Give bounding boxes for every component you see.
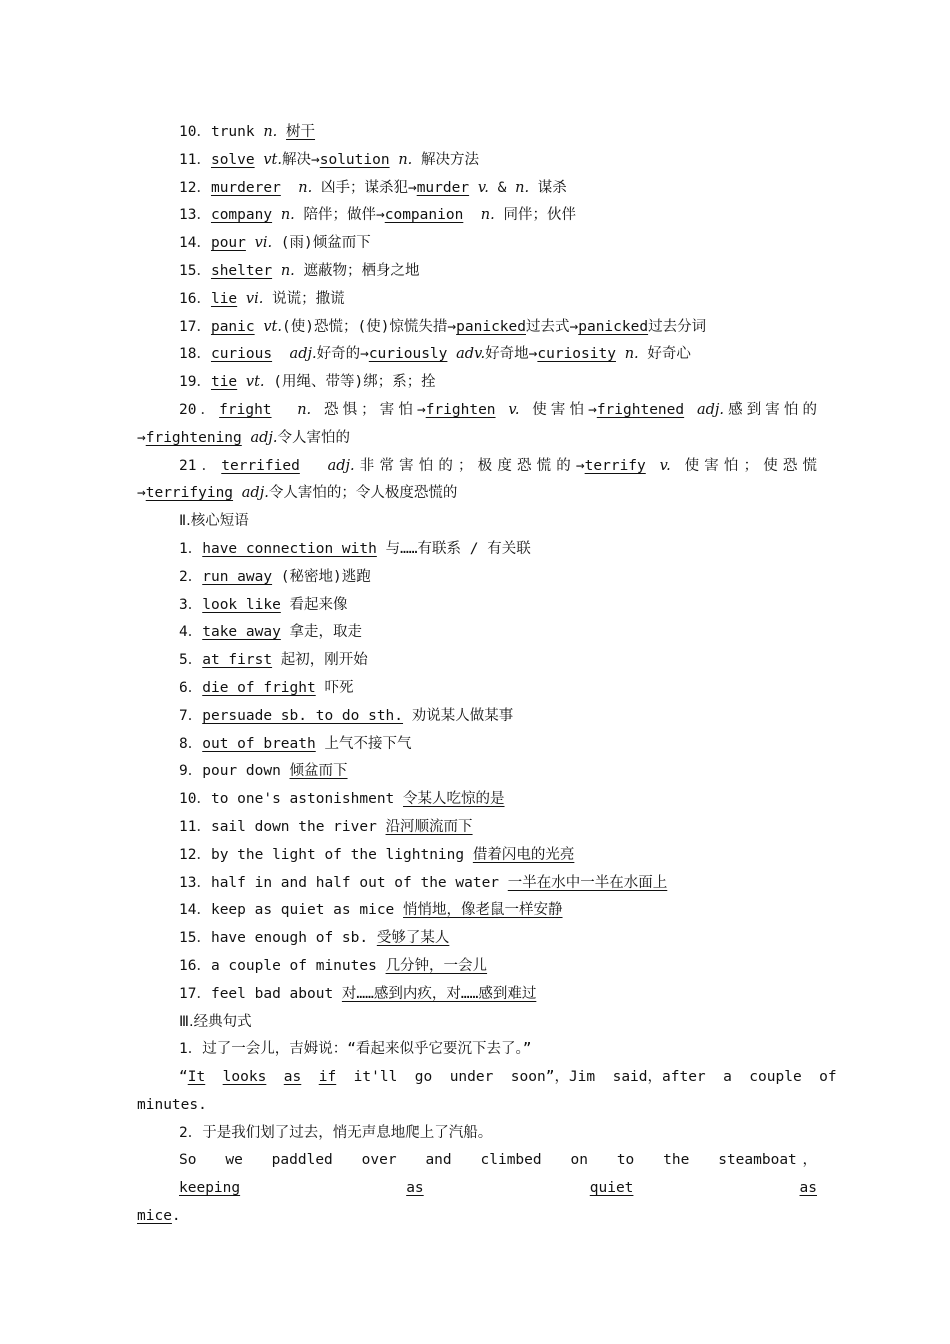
part-of-speech: vt. — [263, 318, 282, 335]
text-segment: 好奇的→ — [316, 346, 369, 363]
answer-text: take away — [202, 624, 281, 641]
answer-text: solve — [210, 151, 255, 168]
phrase-entry — [137, 814, 817, 842]
text-segment: 3． — [179, 596, 203, 613]
section-heading-phrases: Ⅱ.核心短语 — [179, 513, 249, 530]
text-segment: 16． — [179, 290, 211, 307]
sentence-chinese: 2．于是我们划了过去，悄无声息地爬上了汽船。 — [179, 1124, 493, 1141]
text-segment: 拿走，取走 — [280, 624, 363, 641]
answer-text: tie — [210, 374, 238, 391]
answer-text: panicked — [456, 318, 526, 335]
text-segment — [237, 374, 246, 390]
text-segment — [233, 485, 242, 501]
answer-text: fright — [219, 401, 272, 418]
text-segment: 非常害怕的；极度恐慌的→ — [354, 457, 585, 474]
vocab-entry-continued — [137, 425, 817, 453]
text-segment: 同伴；伙伴 — [494, 207, 576, 224]
part-of-speech: adj. — [327, 457, 355, 474]
part-of-speech: vt. — [245, 374, 265, 391]
text-segment: 2． — [179, 568, 203, 585]
text-segment: 恐惧；害怕→ — [311, 401, 426, 418]
text-segment — [242, 430, 251, 446]
text-segment: → — [137, 485, 146, 502]
text-segment: 说谎；撒谎 — [263, 290, 345, 307]
text-segment — [272, 207, 281, 223]
vocab-entry — [137, 397, 817, 425]
phrase-entry — [137, 703, 817, 731]
text-segment: 好奇心 — [638, 346, 691, 363]
text-segment: 15． — [179, 262, 211, 279]
text-segment: 谋杀 — [529, 179, 567, 196]
vocab-entry — [137, 258, 817, 286]
text-segment — [237, 291, 246, 307]
answer-text: 倾盆而下 — [289, 763, 348, 780]
part-of-speech: adv. — [456, 346, 486, 363]
sentence-english-continued — [137, 1092, 817, 1120]
answer-text: 令某人吃惊的是 — [403, 791, 505, 808]
text-segment: 使害怕；使恐慌 — [670, 457, 818, 474]
answer-text: mice — [137, 1208, 172, 1225]
part-of-speech: vi. — [254, 235, 273, 252]
text-segment — [463, 207, 480, 223]
vocab-entry — [137, 147, 817, 175]
sentence-english — [137, 1064, 837, 1092]
part-of-speech: adj. — [250, 429, 278, 446]
phrase-entry — [137, 536, 817, 564]
text-segment: 感到害怕的 — [724, 401, 817, 418]
answer-text: companion — [384, 207, 464, 224]
text-segment: minutes. — [137, 1096, 207, 1113]
phrase-entry — [137, 925, 817, 953]
answer-text: die of fright — [202, 679, 316, 696]
text-segment: 劝说某人做某事 — [403, 707, 514, 724]
text-segment: 令人害怕的 — [277, 429, 351, 446]
answer-text: 悄悄地，像老鼠一样安静 — [403, 902, 563, 919]
part-of-speech: n. — [280, 262, 295, 279]
text-segment: 解决方法 — [412, 151, 479, 168]
text-segment — [300, 458, 328, 474]
answer-text: shelter — [210, 262, 273, 279]
answer-text: looks — [222, 1069, 267, 1086]
answer-text: as — [406, 1180, 424, 1197]
text-segment — [616, 346, 625, 362]
sentence-english-continued — [137, 1203, 817, 1231]
text-segment: 与……有联系 / 有关联 — [376, 540, 531, 557]
vocab-entry — [137, 202, 817, 230]
text-segment: 15．have enough of sb. — [179, 930, 377, 947]
text-segment: 凶手；谋杀犯→ — [312, 179, 417, 196]
answer-text: curiously — [368, 346, 448, 363]
text-segment: 看起来像 — [280, 596, 348, 613]
text-segment: → — [137, 429, 146, 446]
text-segment — [646, 458, 660, 474]
answer-text: have connection with — [202, 540, 377, 557]
answer-text: 几分钟，一会儿 — [385, 957, 488, 974]
text-segment — [424, 1180, 590, 1196]
part-of-speech: n. — [624, 346, 639, 363]
answer-text: It — [187, 1069, 206, 1086]
text-segment: 17． — [179, 318, 211, 335]
vocabulary-list — [137, 119, 817, 397]
text-segment: 12．by the light of the lightning — [179, 846, 473, 863]
vocab-entry — [137, 230, 817, 258]
phrase-entry — [137, 758, 817, 786]
text-segment — [277, 124, 286, 140]
answer-text: persuade sb. to do sth. — [202, 707, 404, 724]
answer-text: pour — [210, 235, 246, 252]
text-segment: & — [488, 179, 516, 196]
sentence-chinese: 1．过了一会儿，吉姆说：“看起来似乎它要沉下去了。” — [179, 1041, 532, 1058]
vocab-entry — [137, 341, 817, 369]
text-segment — [246, 235, 255, 251]
text-segment — [266, 1069, 283, 1085]
part-of-speech: n. — [297, 401, 312, 418]
answer-text: frighten — [425, 401, 496, 418]
text-segment: (使)恐慌；(使)惊慌失措→ — [282, 318, 457, 335]
answer-text: lie — [210, 290, 238, 307]
text-segment — [205, 1069, 222, 1085]
part-of-speech: adj. — [696, 401, 724, 418]
text-segment: (雨)倾盆而下 — [272, 235, 371, 252]
part-of-speech: v. — [508, 401, 520, 418]
text-segment: . — [171, 1208, 181, 1225]
vocab-entry — [137, 369, 817, 397]
phrase-list — [137, 536, 817, 1009]
text-segment — [240, 1180, 406, 1196]
part-of-speech: adj. — [241, 485, 269, 502]
part-of-speech: v. — [659, 457, 671, 474]
phrase-entry — [137, 592, 817, 620]
text-segment: 起初，刚开始 — [272, 652, 368, 669]
phrase-entry — [137, 564, 817, 592]
phrase-entry — [137, 675, 817, 703]
text-segment: 令人害怕的；令人极度恐慌的 — [268, 485, 458, 502]
part-of-speech: n. — [398, 151, 413, 168]
text-segment — [447, 346, 456, 362]
phrase-entry — [137, 981, 817, 1009]
part-of-speech: vi. — [245, 290, 264, 307]
section-heading-sentences: Ⅲ.经典句式 — [179, 1013, 252, 1030]
text-segment: 使害怕→ — [519, 401, 597, 418]
answer-text: keeping — [179, 1180, 241, 1197]
phrase-entry — [137, 647, 817, 675]
answer-text: terrified — [221, 457, 300, 474]
answer-text: curiosity — [537, 346, 616, 363]
text-segment: 18． — [179, 346, 211, 363]
text-segment: 17．feel bad about — [179, 985, 342, 1002]
text-segment — [684, 402, 697, 418]
vocab-entry — [137, 175, 817, 203]
text-segment — [272, 263, 281, 279]
part-of-speech: vt. — [263, 151, 282, 168]
answer-text: 沿河顺流而下 — [385, 818, 473, 835]
answer-text: solution — [319, 151, 390, 168]
answer-text: terrify — [584, 457, 646, 474]
text-segment — [496, 402, 509, 418]
answer-text: look like — [202, 596, 281, 613]
answer-text: if — [318, 1069, 337, 1086]
part-of-speech: adj. — [289, 346, 317, 363]
part-of-speech: n. — [263, 124, 278, 140]
answer-text: curious — [210, 346, 273, 363]
vocab-entry-continued — [137, 480, 817, 508]
answer-text: terrifying — [145, 485, 234, 502]
sentence-english — [137, 1147, 817, 1203]
part-of-speech: n. — [280, 207, 295, 224]
text-segment: 11．sail down the river — [179, 818, 386, 835]
text-segment: 过去式→ — [526, 318, 579, 335]
text-segment: (秘密地)逃跑 — [272, 568, 371, 585]
text-segment: 上气不接下气 — [315, 735, 412, 752]
text-segment: 16．a couple of minutes — [179, 957, 386, 974]
text-segment: 21． — [179, 457, 222, 474]
text-segment: 20． — [179, 401, 220, 418]
text-segment: 解决→ — [282, 151, 320, 168]
vocab-entry — [137, 314, 817, 342]
vocabulary-list-wrapped — [137, 397, 817, 508]
text-segment: 8． — [179, 735, 203, 752]
text-segment: 12． — [179, 179, 211, 196]
phrase-entry — [137, 897, 817, 925]
answer-text: murder — [416, 179, 470, 196]
text-segment: 好奇地→ — [485, 346, 538, 363]
text-segment: 10．to one's astonishment — [179, 791, 404, 808]
text-segment: it'll go under soon”，Jim said，after a couple of — [336, 1069, 837, 1086]
part-of-speech: n. — [480, 207, 495, 224]
answer-text: frightened — [596, 401, 685, 418]
text-segment — [272, 346, 289, 362]
text-segment: 10．trunk — [179, 124, 264, 140]
answer-text: 受够了某人 — [376, 930, 450, 947]
part-of-speech: v. — [477, 179, 489, 196]
text-segment: “ — [179, 1069, 188, 1086]
text-segment: 吓死 — [315, 679, 354, 696]
text-segment: 6． — [179, 679, 203, 696]
phrase-entry — [137, 786, 817, 814]
phrase-entry — [137, 842, 817, 870]
answer-text: as — [283, 1069, 302, 1086]
part-of-speech: n. — [298, 179, 313, 196]
phrase-entry — [137, 619, 817, 647]
text-segment: 7． — [179, 707, 203, 724]
vocab-entry — [137, 286, 817, 314]
answer-text: 对……感到内疚，对……感到难过 — [341, 985, 537, 1002]
text-segment: 19． — [179, 374, 211, 391]
answer-text: 借着闪电的光亮 — [472, 846, 575, 863]
text-segment: 4． — [179, 624, 203, 641]
answer-text: panic — [210, 318, 255, 335]
text-segment: 13．half in and half out of the water — [179, 874, 508, 891]
text-segment: 14．keep as quiet as mice — [179, 902, 404, 919]
phrase-entry — [137, 731, 817, 759]
answer-text: frightening — [145, 429, 242, 446]
text-segment: 13． — [179, 207, 211, 224]
text-segment — [301, 1069, 318, 1085]
vocab-entry — [137, 453, 817, 481]
answer-text: as — [799, 1180, 817, 1197]
text-segment: 9．pour down — [179, 763, 290, 780]
answer-text: at first — [202, 652, 273, 669]
text-segment: 遮蔽物；栖身之地 — [294, 262, 420, 279]
part-of-speech: n. — [515, 179, 530, 196]
text-segment: 陪伴；做伴→ — [294, 207, 385, 224]
phrase-entry — [137, 953, 817, 981]
text-segment — [633, 1180, 799, 1196]
text-segment: 5． — [179, 652, 203, 669]
sentence-list — [137, 1036, 837, 1231]
text-segment: 11． — [179, 151, 211, 168]
text-segment — [281, 180, 298, 196]
answer-text: quiet — [589, 1180, 634, 1197]
text-segment: 1． — [179, 540, 203, 557]
text-segment: So we paddled over and climbed on to the steamboat， — [179, 1152, 817, 1169]
answer-text: company — [210, 207, 273, 224]
answer-text: out of breath — [202, 735, 316, 752]
answer-text: 一半在水中一半在水面上 — [507, 874, 668, 891]
text-segment — [390, 152, 399, 168]
answer-text: panicked — [578, 318, 649, 335]
answer-text: murderer — [210, 179, 281, 196]
phrase-entry — [137, 870, 817, 898]
answer-text: 树干 — [286, 124, 316, 140]
text-segment — [469, 180, 478, 196]
text-segment: 过去分词 — [648, 318, 707, 335]
vocab-entry — [137, 119, 817, 147]
text-segment — [272, 402, 298, 418]
text-segment: (用绳、带等)绑；系；拴 — [264, 374, 436, 391]
text-segment: 14． — [179, 235, 211, 252]
document-body — [137, 119, 837, 1231]
answer-text: run away — [202, 568, 273, 585]
